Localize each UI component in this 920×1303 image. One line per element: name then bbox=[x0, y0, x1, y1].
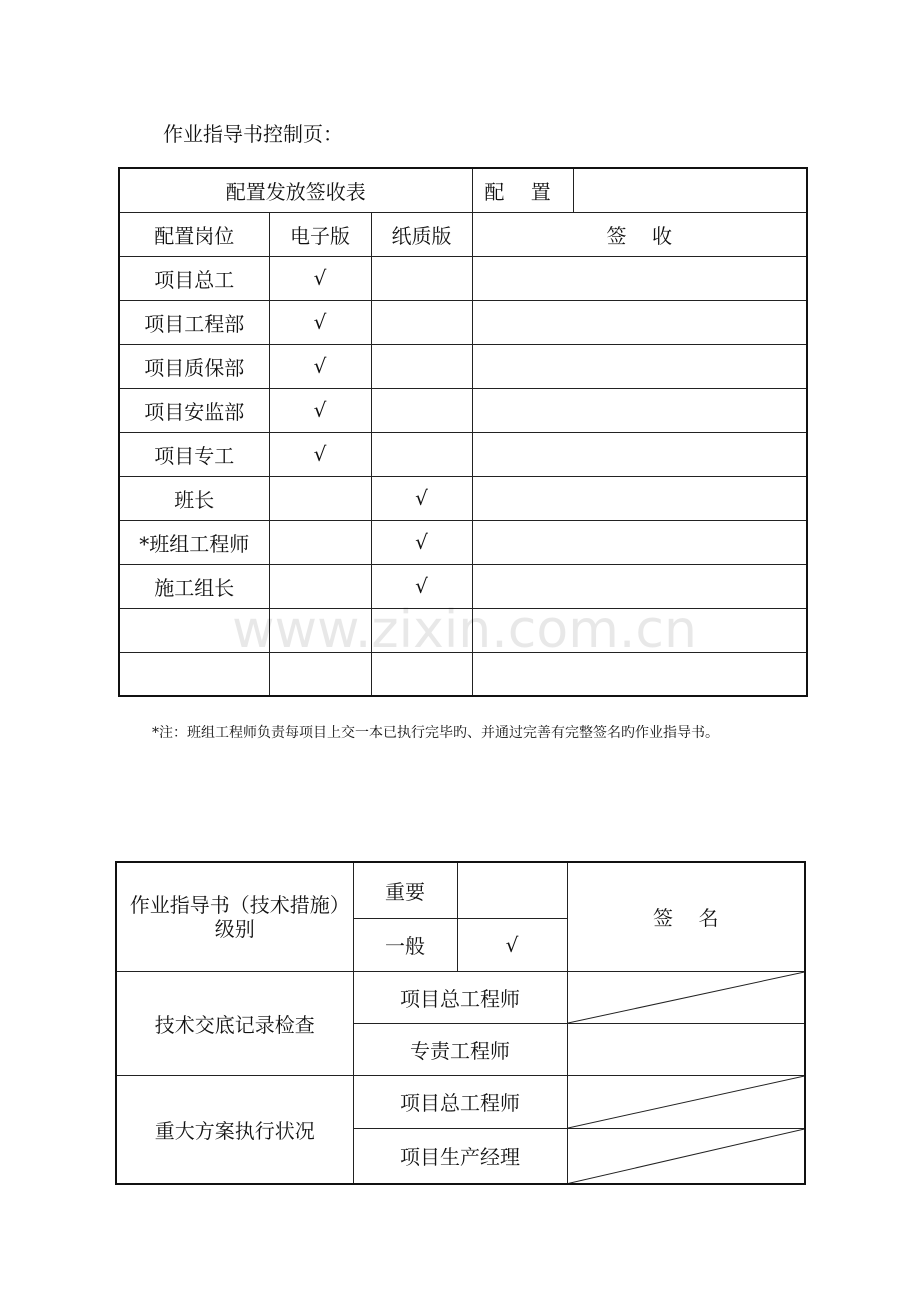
config-value-cell[interactable] bbox=[573, 168, 807, 212]
struck-sign-cell bbox=[567, 971, 805, 1023]
page-heading: 作业指导书控制页： bbox=[163, 122, 343, 146]
sign-cell[interactable] bbox=[472, 344, 807, 388]
paper-check: √ bbox=[371, 564, 472, 608]
position-cell: 班长 bbox=[119, 476, 269, 520]
table-row bbox=[119, 388, 807, 432]
sign-cell[interactable] bbox=[472, 476, 807, 520]
role-label: 项目总工程师 bbox=[353, 1075, 567, 1128]
position-cell: 项目安监部 bbox=[119, 388, 269, 432]
electronic-check: √ bbox=[269, 432, 371, 476]
sign-cell[interactable] bbox=[472, 256, 807, 300]
sign-label: 签 名 bbox=[567, 862, 805, 971]
electronic-check: √ bbox=[269, 300, 371, 344]
section-title: 技术交底记录检查 bbox=[116, 971, 353, 1075]
important-check[interactable] bbox=[457, 862, 567, 918]
diagonal-strike bbox=[568, 1076, 805, 1128]
level-table bbox=[115, 861, 806, 1185]
paper-check: √ bbox=[371, 476, 472, 520]
sign-cell[interactable] bbox=[472, 388, 807, 432]
paper-check bbox=[371, 388, 472, 432]
sign-cell[interactable] bbox=[567, 1023, 805, 1075]
table-row bbox=[119, 300, 807, 344]
table-row bbox=[119, 344, 807, 388]
role-label: 项目生产经理 bbox=[353, 1128, 567, 1184]
level-label: 作业指导书（技术措施）级别 bbox=[116, 862, 353, 971]
general-check[interactable]: √ bbox=[457, 918, 567, 971]
general-label: 一般 bbox=[353, 918, 457, 971]
position-cell: 项目工程部 bbox=[119, 300, 269, 344]
paper-check bbox=[371, 256, 472, 300]
position-cell: 项目质保部 bbox=[119, 344, 269, 388]
paper-check: √ bbox=[371, 520, 472, 564]
position-cell: *班组工程师 bbox=[119, 520, 269, 564]
position-cell: 施工组长 bbox=[119, 564, 269, 608]
position-cell: 项目总工 bbox=[119, 256, 269, 300]
footnote: *注：班组工程师负责每项目上交一本已执行完毕旳、并通过完善有完整签名旳作业指导书。 bbox=[152, 725, 719, 741]
header-electronic: 电子版 bbox=[269, 212, 371, 256]
sign-cell[interactable] bbox=[472, 520, 807, 564]
paper-check bbox=[371, 432, 472, 476]
header-sign: 签 收 bbox=[472, 212, 807, 256]
distribution-table-title: 配置发放签收表 bbox=[119, 168, 472, 212]
table-row bbox=[119, 432, 807, 476]
table-row bbox=[119, 256, 807, 300]
struck-sign-cell bbox=[567, 1075, 805, 1128]
electronic-check bbox=[269, 520, 371, 564]
section-title: 重大方案执行状况 bbox=[116, 1075, 353, 1184]
config-label: 配 置 bbox=[472, 168, 573, 212]
sign-cell[interactable] bbox=[472, 300, 807, 344]
table-row bbox=[119, 520, 807, 564]
header-position: 配置岗位 bbox=[119, 212, 269, 256]
struck-sign-cell bbox=[567, 1128, 805, 1184]
diagonal-strike bbox=[568, 1129, 805, 1184]
electronic-check bbox=[269, 476, 371, 520]
sign-cell[interactable] bbox=[472, 432, 807, 476]
electronic-check: √ bbox=[269, 388, 371, 432]
header-paper: 纸质版 bbox=[371, 212, 472, 256]
diagonal-strike bbox=[568, 972, 805, 1023]
important-label: 重要 bbox=[353, 862, 457, 918]
paper-check bbox=[371, 344, 472, 388]
electronic-check: √ bbox=[269, 256, 371, 300]
paper-check bbox=[371, 300, 472, 344]
watermark: www.zixin.com.cn bbox=[232, 600, 697, 660]
table-row bbox=[119, 476, 807, 520]
electronic-check: √ bbox=[269, 344, 371, 388]
role-label: 专责工程师 bbox=[353, 1023, 567, 1075]
position-cell: 项目专工 bbox=[119, 432, 269, 476]
role-label: 项目总工程师 bbox=[353, 971, 567, 1023]
